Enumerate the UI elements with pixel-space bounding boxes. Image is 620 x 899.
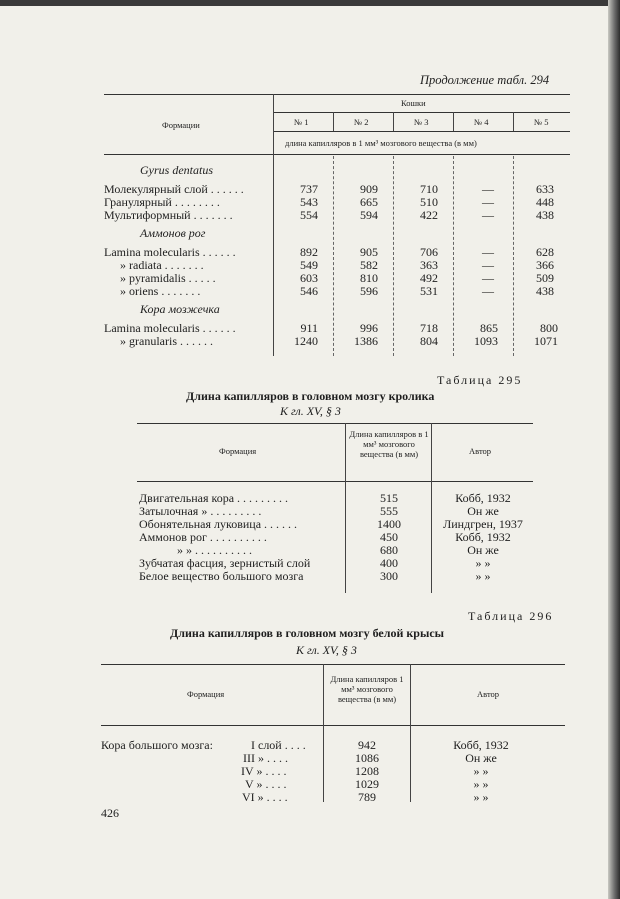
header-unit-row: длина капилляров в 1 мм³ мозгового вещества (в мм) xyxy=(285,138,477,148)
cell: — xyxy=(482,195,494,209)
cell: 450 xyxy=(380,530,398,544)
cell: 400 xyxy=(380,556,398,570)
header-author: Автор xyxy=(477,689,500,699)
header-formation: Формация xyxy=(187,689,225,699)
cell: — xyxy=(482,182,494,196)
section-title: Gyrus dentatus xyxy=(140,163,213,177)
cell: 633 xyxy=(536,182,554,196)
rule xyxy=(137,481,533,482)
header-group: Кошки xyxy=(401,98,426,108)
cell: 509 xyxy=(536,271,554,285)
cell: 448 xyxy=(536,195,554,209)
cell: — xyxy=(482,208,494,222)
cell: 300 xyxy=(380,569,398,583)
cell: 706 xyxy=(420,245,438,259)
page-number: 426 xyxy=(101,806,119,820)
column-divider xyxy=(345,423,346,593)
cell: 909 xyxy=(360,182,378,196)
cell: Двигательная кора . . . . . . . . . xyxy=(139,491,289,505)
rule xyxy=(104,154,570,155)
cell: VI » . . . . xyxy=(242,790,288,804)
header-formation: Формации xyxy=(162,120,200,130)
section-title: Кора мозжечка xyxy=(140,302,220,316)
cell: 438 xyxy=(536,284,554,298)
header-formation: Формация xyxy=(219,446,257,456)
table-296-subtitle: К гл. XV, § 3 xyxy=(296,643,357,657)
cell: 737 xyxy=(300,182,318,196)
cell: 680 xyxy=(380,543,398,557)
cell: 942 xyxy=(358,738,376,752)
cell: 366 xyxy=(536,258,554,272)
rule xyxy=(101,725,565,726)
column-divider xyxy=(323,664,324,802)
cell: 1093 xyxy=(474,334,498,348)
cell: 789 xyxy=(358,790,376,804)
cell: 582 xyxy=(360,258,378,272)
header-length: Длина капилляров 1 мм³ мозгового вещества (в мм) xyxy=(330,674,404,704)
row-label: Мультиформный . . . . . . . xyxy=(104,208,233,222)
cell: Он же xyxy=(467,543,499,557)
cell: 438 xyxy=(536,208,554,222)
cell: 628 xyxy=(536,245,554,259)
cell: 804 xyxy=(420,334,438,348)
cell: — xyxy=(482,245,494,259)
cell: 531 xyxy=(420,284,438,298)
cell: Обонятельная луковица . . . . . . xyxy=(139,517,298,531)
cell: Аммонов рог . . . . . . . . . . xyxy=(139,530,267,544)
row-label: Lamina molecularis . . . . . . xyxy=(104,321,236,335)
cell: 555 xyxy=(380,504,398,518)
header-author: Автор xyxy=(469,446,492,456)
cell: 911 xyxy=(300,321,318,335)
cell: — xyxy=(482,284,494,298)
rule xyxy=(101,664,565,665)
column-divider xyxy=(513,112,514,131)
cell: Линдгрен, 1937 xyxy=(443,517,523,531)
cell: 810 xyxy=(360,271,378,285)
cell: IV » . . . . xyxy=(241,764,287,778)
cell: 492 xyxy=(420,271,438,285)
column-divider xyxy=(393,112,394,131)
cell: » » xyxy=(475,569,491,583)
row-label: Гранулярный . . . . . . . . xyxy=(104,195,220,209)
row-group-label: Кора большого мозга: xyxy=(101,738,213,752)
header-col-2: № 2 xyxy=(354,117,369,127)
column-divider xyxy=(453,112,454,131)
table-296-label: Таблица 296 xyxy=(468,609,554,623)
row-label: » radiata . . . . . . . xyxy=(120,258,204,272)
cell: » » xyxy=(473,777,489,791)
header-col-3: № 3 xyxy=(414,117,429,127)
cell: Кобб, 1932 xyxy=(455,491,511,505)
table-295-subtitle: К гл. XV, § 3 xyxy=(280,404,341,418)
column-divider xyxy=(410,664,411,802)
cell: 710 xyxy=(420,182,438,196)
rule xyxy=(273,131,570,132)
cell: Затылочная » . . . . . . . . . xyxy=(139,504,262,518)
cell: Зубчатая фасция, зернистый слой xyxy=(139,556,311,570)
cell: 892 xyxy=(300,245,318,259)
cell: 1071 xyxy=(534,334,558,348)
cell: 543 xyxy=(300,195,318,209)
cell: » » xyxy=(475,556,491,570)
cell: » » xyxy=(473,764,489,778)
cell: 422 xyxy=(420,208,438,222)
cell: 603 xyxy=(300,271,318,285)
rule xyxy=(104,94,570,95)
table-295-title: Длина капилляров в головном мозгу кролика xyxy=(186,389,435,403)
column-divider xyxy=(431,423,432,593)
table-296-title: Длина капилляров в головном мозгу белой крысы xyxy=(170,626,445,640)
page-edge-shadow xyxy=(608,0,620,899)
cell: Он же xyxy=(465,751,497,765)
cell: Он же xyxy=(467,504,499,518)
continuation-header: Продолжение табл. 294 xyxy=(420,73,550,87)
cell: 1386 xyxy=(354,334,378,348)
table-295-label: Таблица 295 xyxy=(437,373,523,387)
row-label: » granularis . . . . . . xyxy=(120,334,213,348)
cell: Белое вещество большого мозга xyxy=(139,569,304,583)
header-col-4: № 4 xyxy=(474,117,489,127)
cell: 1240 xyxy=(294,334,318,348)
cell: 1029 xyxy=(355,777,379,791)
cell: 996 xyxy=(360,321,378,335)
cell: 554 xyxy=(300,208,318,222)
cell: V » . . . . xyxy=(245,777,287,791)
cell: 1086 xyxy=(355,751,379,765)
cell: 549 xyxy=(300,258,318,272)
column-divider xyxy=(333,112,334,131)
cell: 800 xyxy=(540,321,558,335)
cell: 596 xyxy=(360,284,378,298)
cell: 905 xyxy=(360,245,378,259)
cell: 665 xyxy=(360,195,378,209)
header-col-5: № 5 xyxy=(534,117,549,127)
cell: 1208 xyxy=(355,764,379,778)
table-294 xyxy=(104,94,570,356)
row-label: » oriens . . . . . . . xyxy=(120,284,201,298)
header-length: Длина капилляров в 1 мм³ мозгового вещества (в мм) xyxy=(349,429,429,459)
table-296 xyxy=(101,664,565,802)
column-divider xyxy=(273,94,274,356)
cell: Кобб, 1932 xyxy=(453,738,509,752)
row-label: Молекулярный слой . . . . . . xyxy=(104,182,244,196)
rule xyxy=(273,112,570,113)
cell: — xyxy=(482,258,494,272)
cell: » » . . . . . . . . . . xyxy=(177,543,252,557)
cell: 718 xyxy=(420,321,438,335)
row-label: » pyramidalis . . . . . xyxy=(120,271,216,285)
cell: 515 xyxy=(380,491,398,505)
cell: I слой . . . . xyxy=(251,738,306,752)
rule xyxy=(137,423,533,424)
table-295 xyxy=(137,423,533,593)
cell: 865 xyxy=(480,321,498,335)
section-title: Аммонов рог xyxy=(140,226,206,240)
cell: 1400 xyxy=(377,517,401,531)
cell: 594 xyxy=(360,208,378,222)
cell: 363 xyxy=(420,258,438,272)
cell: » » xyxy=(473,790,489,804)
row-label: Lamina molecularis . . . . . . xyxy=(104,245,236,259)
cell: III » . . . . xyxy=(243,751,288,765)
cell: Кобб, 1932 xyxy=(455,530,511,544)
header-col-1: № 1 xyxy=(294,117,309,127)
cell: — xyxy=(482,271,494,285)
cell: 546 xyxy=(300,284,318,298)
cell: 510 xyxy=(420,195,438,209)
